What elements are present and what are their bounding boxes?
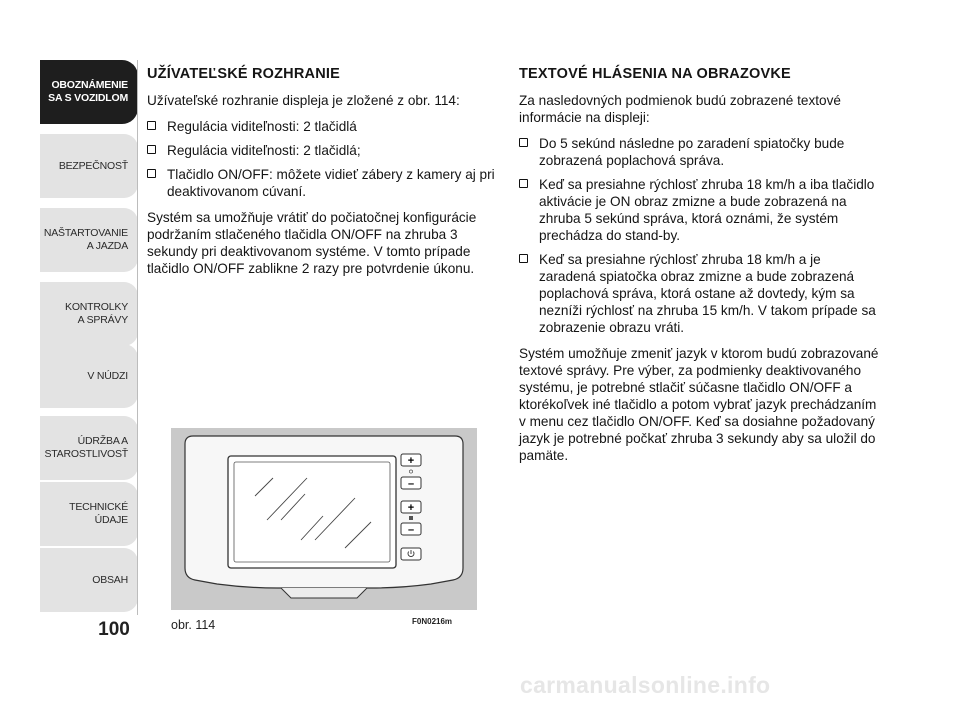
tab-label-line2: A JAZDA — [86, 240, 128, 252]
section-heading-user-interface: UŽÍVATEĽSKÉ ROZHRANIE — [147, 66, 340, 82]
tab-v-nudzi[interactable] — [40, 344, 138, 408]
list-item-text: Keď sa presiahne rýchlosť zhruba 18 km/h a iba tlačidlo aktivácie je ON obraz zmizne a bude zobrazená na zhruba 5 sekúnd správa, ktorá oznámi, že systém prechádza do stand-by. — [539, 177, 875, 243]
tab-label-line1: OBSAH — [92, 573, 128, 586]
svg-text:+: + — [407, 455, 415, 467]
list-item-text: Regulácia viditeľnosti: 2 tlačidlá; — [167, 143, 361, 158]
tab-label-line1: OBOZNÁMENIE — [51, 79, 128, 91]
list-item — [519, 176, 879, 244]
bullet-list — [147, 118, 499, 200]
tab-label-line1: BEZPEČNOSŤ — [58, 159, 128, 172]
checkbox-bullet-icon — [519, 254, 528, 263]
list-item-text: Keď sa presiahne rýchlosť zhruba 18 km/h a je zaradená spiatočka obraz zmizne a bude zobrazená poplachová správa, ktorá ostane až dovtedy, kým sa nezníži rýchlosť na zhruba 15 km/h. V takom prípade sa zobrazenie obrazu vráti. — [539, 252, 876, 335]
tab-label-line2: SA S VOZIDLOM — [48, 92, 128, 104]
tab-label-line2: ÚDAJE — [94, 514, 128, 526]
left-column — [147, 66, 499, 286]
list-item — [147, 142, 499, 159]
intro-text: Užívateľské rozhranie displeja je zložené z obr. 114: — [147, 93, 460, 108]
checkbox-bullet-icon — [147, 145, 156, 154]
list-item — [147, 118, 499, 135]
figure-caption: obr. 114 — [171, 618, 216, 632]
svg-text:–: – — [407, 524, 415, 536]
tab-label-line1: TECHNICKÉ — [69, 501, 128, 513]
tab-nastartovanie[interactable] — [40, 208, 138, 272]
checkbox-bullet-icon — [147, 121, 156, 130]
tab-label-line1: ÚDRŽBA A — [77, 435, 128, 447]
intro-text: Za nasledovných podmienok budú zobrazené textové informácie na displeji: — [519, 93, 841, 125]
sidebar-divider — [137, 60, 138, 615]
checkbox-bullet-icon — [147, 169, 156, 178]
list-item-text: Do 5 sekúnd následne po zaradení spiatočky bude zobrazená poplachová správa. — [539, 136, 845, 168]
svg-text:+: + — [407, 502, 415, 514]
body-paragraph: Systém sa umožňuje vrátiť do počiatočnej konfigurácie podržaním stlačeného tlačidla ON/OFF na zhruba 3 sekundy pri deaktivovanom systéme. V tomto prípade tlačidlo ON/OFF zablikne 2 razy pre potvrdenie úkonu. — [147, 210, 477, 276]
list-item — [519, 251, 879, 336]
svg-text:–: – — [407, 478, 415, 490]
tab-udrzba[interactable] — [40, 416, 138, 480]
section-heading-text-messages: TEXTOVÉ HLÁSENIA NA OBRAZOVKE — [519, 66, 791, 82]
tab-oboznamenie[interactable] — [40, 60, 138, 124]
tab-technicke-udaje[interactable] — [40, 482, 138, 546]
figure-code: F0N0216m — [412, 617, 453, 626]
tab-kontrolky[interactable] — [40, 282, 138, 346]
tab-label-line2: A SPRÁVY — [77, 314, 128, 326]
checkbox-bullet-icon — [519, 179, 528, 188]
list-item-text: Tlačidlo ON/OFF: môžete vidieť zábery z kamery aj pri deaktivovanom cúvaní. — [167, 167, 495, 199]
list-item-text: Regulácia viditeľnosti: 2 tlačidlá — [167, 119, 357, 134]
display-illustration — [171, 428, 477, 610]
bullet-list — [519, 135, 879, 336]
tab-obsah[interactable] — [40, 548, 138, 612]
power-button-icon — [401, 548, 421, 560]
list-item — [519, 135, 879, 169]
list-item — [147, 166, 499, 200]
right-column — [519, 66, 879, 473]
tab-label-line1: NAŠTARTOVANIE — [43, 227, 128, 239]
body-paragraph: Systém umožňuje zmeniť jazyk v ktorom budú zobrazované textové správy. Pre výber, za podmienky deaktivovaného systému, je potrebné stlačiť súčasne tlačidlo ON/OFF a ktorékoľvek iné tlačidlo a potom vybrať jazyk prechádzaním v menu cez tlačidlo ON/OFF. Keď sa dosiahne požadovaný jazyk je potrebné počkať zhruba 3 sekundy aby sa uložil do pamäte. — [519, 346, 879, 463]
watermark: carmanualsonline.info — [520, 672, 771, 698]
tab-label-line1: V NÚDZI — [87, 369, 128, 382]
display-unit-drawing — [171, 428, 477, 610]
tab-label-line2: STAROSTLIVOSŤ — [44, 448, 128, 460]
checkbox-bullet-icon — [519, 138, 528, 147]
tab-label-line1: KONTROLKY — [65, 301, 128, 313]
tab-bezpecnost[interactable] — [40, 134, 138, 198]
page-number: 100 — [98, 619, 130, 640]
